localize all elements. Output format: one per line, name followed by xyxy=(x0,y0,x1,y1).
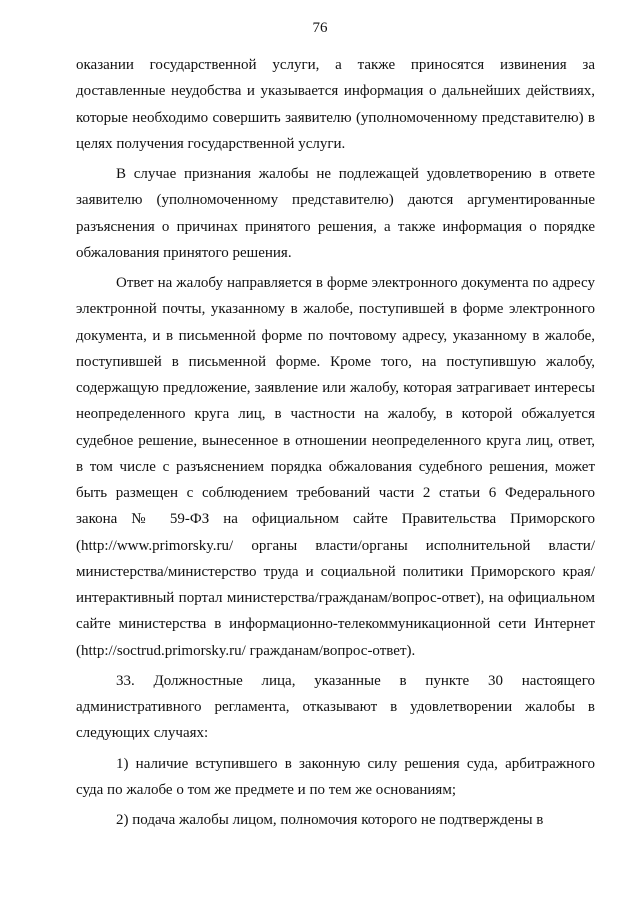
paragraph-item-33: 33. Должностные лица, указанные в пункте 30 настоящего административного регламента, отказывают в удовлетворении жалобы в следующих случаях: xyxy=(76,672,595,742)
paragraph-response-form: Ответ на жалобу направляется в форме электронного документа по адресу электронной почты, указанному в жалобе, поступившей в форме электронного документа, и в письменной форме по почтовому адресу, указанному в жалобе, поступившей в письменной форме. Кроме того, на поступившую жалобу, содержащую предложение, заявление или жалобу, которая затрагивает интересы неопределенного круга лиц, в частности на жалобу, в которой обжалуется судебное решение, вынесенное в отношении неопределенного круга лиц, ответ, в том числе с разъяснением порядка обжалования судебного решения, может быть размещен с соблюдением требований части 2 статьи 6 Федерального закона № 59-ФЗ на официальном сайте Правительства Приморского (http://www.primorsky.ru/ органы власти/органы исполнительной власти/министерства/министерство труда и социальной политики Приморского края/интерактивный портал министерства/гражданам/вопрос-ответ), на официальном сайте министерства в информационно-телекоммуникационной сети Интернет (http://soctrud.primorsky.ru/ гражданам/вопрос-ответ). xyxy=(76,275,595,659)
document-body xyxy=(76,52,595,833)
paragraph-complaint-decision-end: оказании государственной услуги, а также приносятся извинения за доставленные неудобства и указывается информация о дальнейших действиях, которые необходимо совершить заявителю (уполномоченному представителю) в целях получения государственной услуги. xyxy=(76,57,595,152)
paragraph-complaint-rejected: В случае признания жалобы не подлежащей удовлетворению в ответе заявителю (уполномоченному представителю) даются аргументированные разъяснения о причинах принятого решения, а также информация о порядке обжалования принятого решения. xyxy=(76,166,595,261)
paragraph-item-33-case-1: 1) наличие вступившего в законную силу решения суда, арбитражного суда по жалобе о том же предмете и по тем же основаниям; xyxy=(76,755,595,798)
page-number: 76 xyxy=(312,20,328,36)
paragraph-item-33-case-2: 2) подача жалобы лицом, полномочия которого не подтверждены в xyxy=(116,812,544,828)
